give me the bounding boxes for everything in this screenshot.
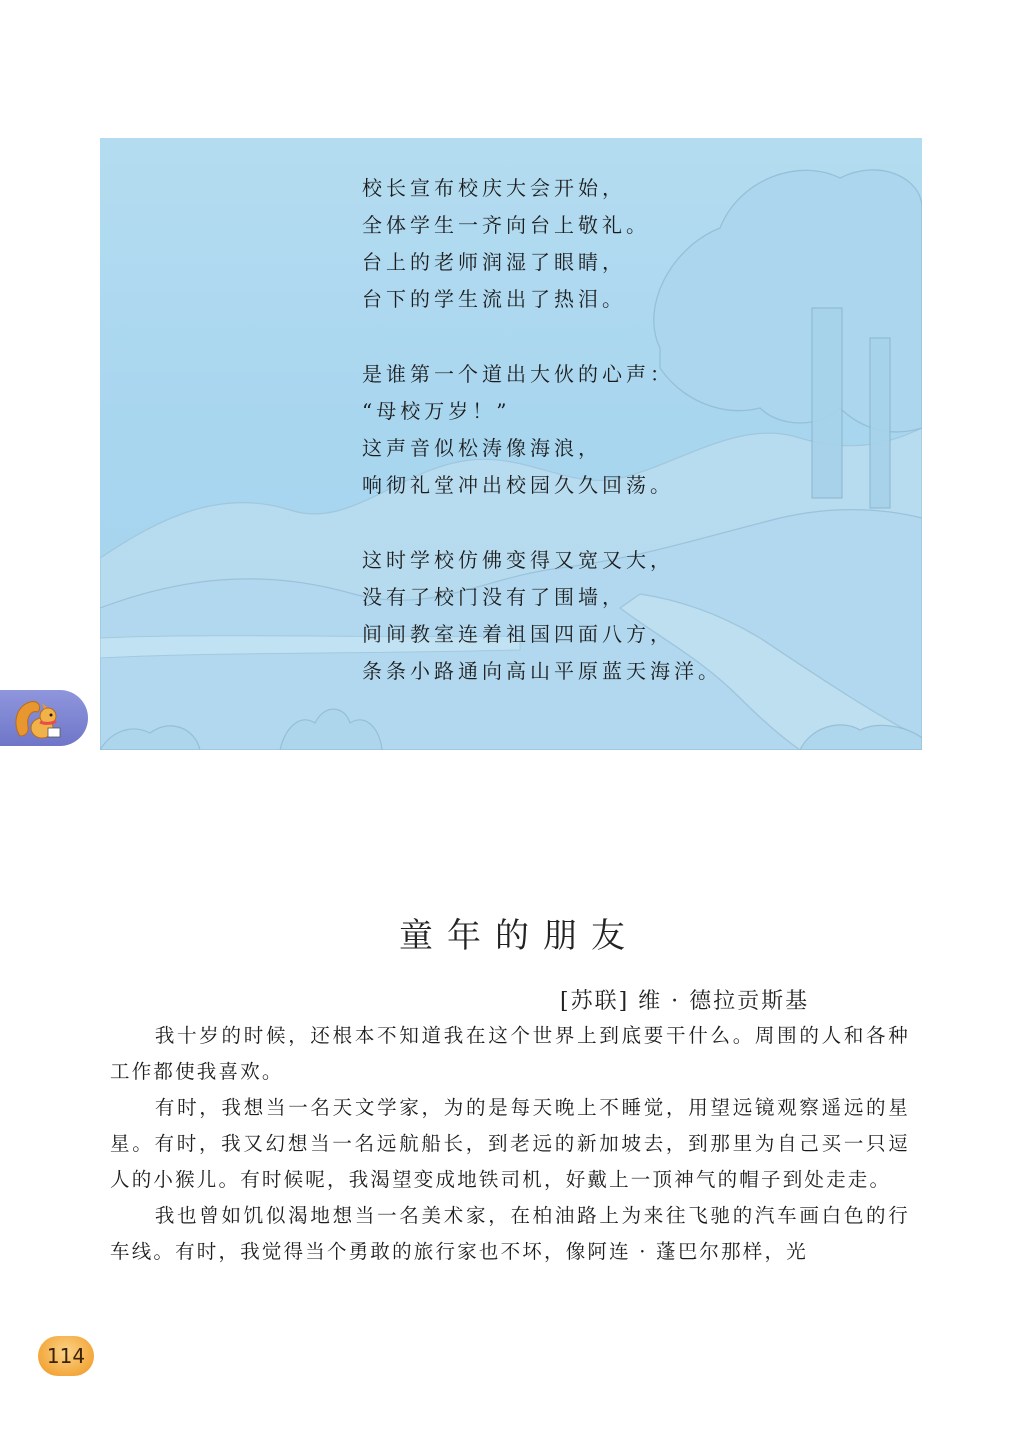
poem-line: 全体学生一齐向台上敬礼。 [362,213,650,237]
chapter-side-tab [0,690,88,746]
poem-line: 台上的老师润湿了眼睛， [362,250,626,274]
poem-line: 是谁第一个道出大伙的心声： [362,362,674,386]
article-body [110,1018,910,1270]
squirrel-mascot-icon [12,696,68,742]
poem-line: 响彻礼堂冲出校园久久回荡。 [362,473,674,497]
article-paragraph: 我也曾如饥似渴地想当一名美术家，在柏油路上为来往飞驰的汽车画白色的行车线。有时，我觉得当个勇敢的旅行家也不坏，像阿连 · 蓬巴尔那样，光 [110,1204,910,1263]
poem-stanza [362,356,762,504]
poem-text [362,170,762,728]
poem-line: 校长宣布校庆大会开始， [362,176,626,200]
article-author: [苏联] 维 · 德拉贡斯基 [560,989,810,1014]
poem-line: 这声音似松涛像海浪， [362,436,602,460]
poem-panel [100,138,922,750]
poem-line: 条条小路通向高山平原蓝天海洋。 [362,659,722,683]
poem-line: 台下的学生流出了热泪。 [362,287,626,311]
poem-line: 间间教室连着祖国四面八方， [362,622,674,646]
poem-line: “母校万岁！” [362,399,511,423]
article-title: 童年的朋友 [399,916,639,956]
article-paragraph: 我十岁的时候，还根本不知道我在这个世界上到底要干什么。周围的人和各种工作都使我喜欢。 [110,1024,910,1083]
poem-stanza [362,170,762,318]
article-paragraph: 有时，我想当一名天文学家，为的是每天晚上不睡觉，用望远镜观察遥远的星星。有时，我又幻想当一名远航船长，到老远的新加坡去，到那里为自己买一只逗人的小猴儿。有时候呢，我渴望变成地铁司机，好戴上一顶神气的帽子到处走走。 [110,1096,910,1191]
poem-line: 没有了校门没有了围墙， [362,585,626,609]
poem-stanza [362,542,762,690]
page-number: 114 [38,1336,94,1376]
poem-line: 这时学校仿佛变得又宽又大， [362,548,674,572]
